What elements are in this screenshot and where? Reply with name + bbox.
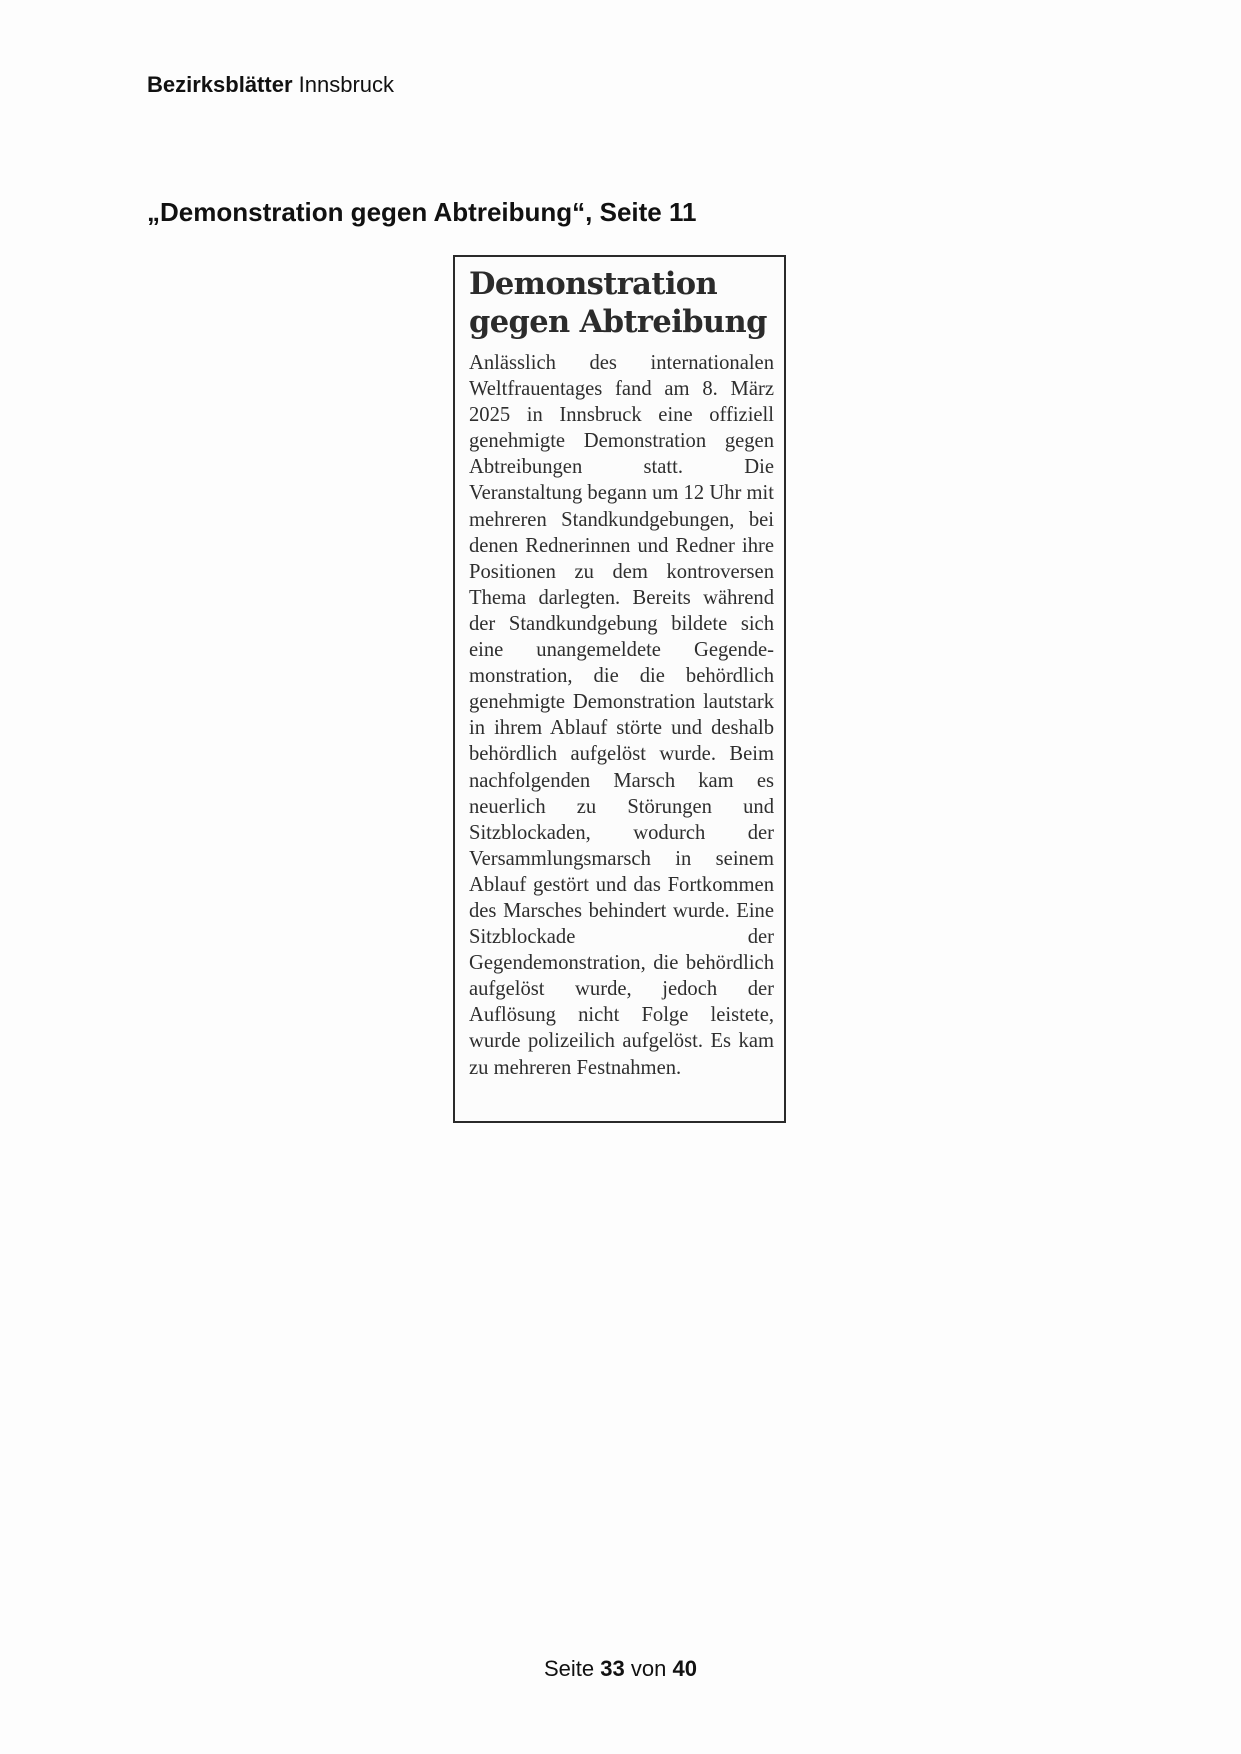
publication-location: Innsbruck [298,72,395,97]
footer-prefix: Seite [544,1656,595,1681]
newspaper-clipping [453,255,786,1123]
headline-line-2: gegen Abtreibung [469,304,767,340]
current-page-number: 33 [600,1656,625,1681]
page-footer [0,1656,1241,1682]
headline-line-1: Demonstration [469,266,718,302]
page-header [147,72,394,98]
article-headline [469,265,774,341]
publication-name: Bezirksblätter [147,72,293,97]
total-page-count: 40 [672,1656,697,1681]
footer-separator: von [630,1656,667,1681]
document-title: „Demonstration gegen Abtreibung“, Seite 11 [147,197,697,227]
article-body: Anlässlich des internationalen Weltfrauentages fand am 8. März 2025 in Innsbruck eine offiziell genehmigte Demonstration gegen Abtreibungen statt. Die Veranstaltung begann um 12 Uhr mit mehreren Standkundgebungen, bei denen Rednerinnen und Redner ihre Positionen zu dem kontroversen Thema darlegten. Bereits während der Standkundgebung bildete sich eine unangemeldete Gegendemonstration, die die behördlich genehmigte Demonstration lautstark in ihrem Ablauf störte und deshalb behördlich aufgelöst wurde. Beim nachfolgenden Marsch kam es neuerlich zu Störungen und Sitzblockaden, wodurch der Versammlungsmarsch in seinem Ablauf gestört und das Fortkommen des Marsches behindert wurde. Eine Sitzblockade der Gegendemonstration, die behördlich aufgelöst wurde, jedoch der Auflösung nicht Folge leistete, wurde polizeilich aufgelöst. Es kam zu mehreren Festnahmen. [469,352,774,1079]
